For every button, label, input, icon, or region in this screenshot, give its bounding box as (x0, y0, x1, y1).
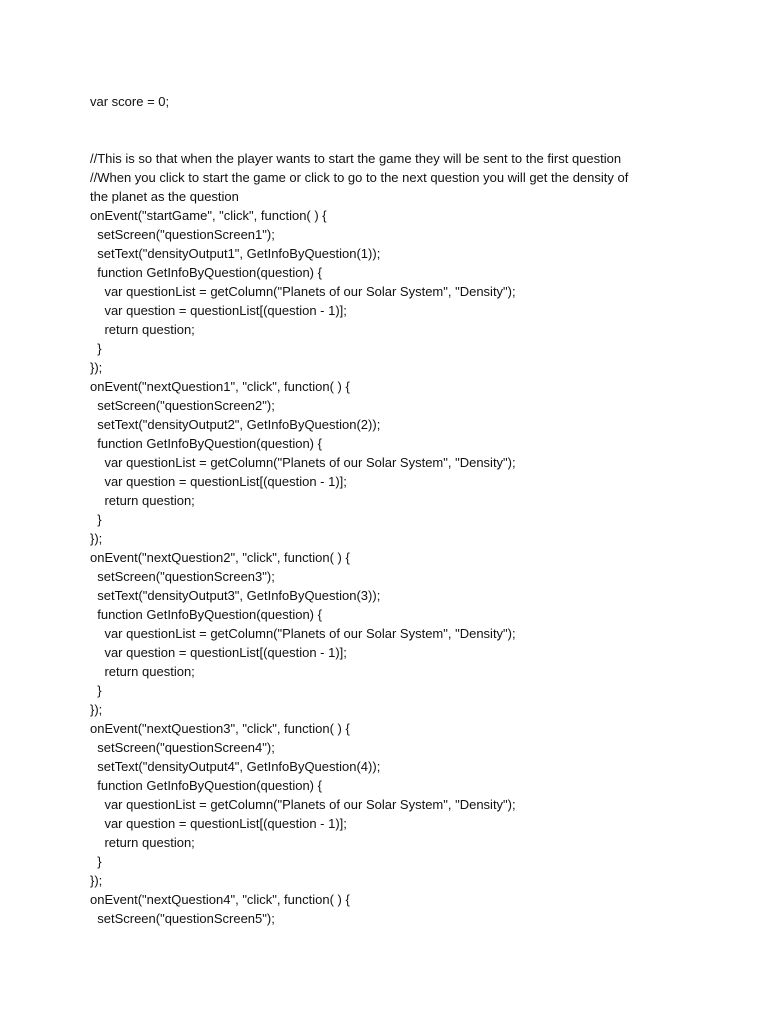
code-line: }); (90, 873, 103, 888)
code-line: var question = questionList[(question - 1)]; (90, 816, 347, 831)
document-page (90, 92, 690, 928)
code-line: } (90, 341, 102, 356)
code-line: }); (90, 702, 103, 717)
code-line: setText("densityOutput3", GetInfoByQuestion(3)); (90, 588, 381, 603)
code-line: var questionList = getColumn("Planets of our Solar System", "Density"); (90, 797, 516, 812)
code-line: the planet as the question (90, 189, 239, 204)
code-line: return question; (90, 322, 195, 337)
blank-line (90, 130, 690, 149)
code-line: } (90, 854, 102, 869)
blank-line (90, 111, 690, 130)
code-line: function GetInfoByQuestion(question) { (90, 607, 322, 622)
code-line: setText("densityOutput1", GetInfoByQuestion(1)); (90, 246, 381, 261)
code-line: onEvent("startGame", "click", function( ) { (90, 208, 327, 223)
code-line: setScreen("questionScreen5"); (90, 911, 275, 926)
code-line: } (90, 512, 102, 527)
code-line: }); (90, 531, 103, 546)
code-line: var question = questionList[(question - 1)]; (90, 303, 347, 318)
code-line: setText("densityOutput4", GetInfoByQuestion(4)); (90, 759, 381, 774)
code-line: return question; (90, 835, 195, 850)
code-line: setScreen("questionScreen2"); (90, 398, 275, 413)
code-line: function GetInfoByQuestion(question) { (90, 265, 322, 280)
code-line: } (90, 683, 102, 698)
code-line-score: var score = 0; (90, 94, 170, 109)
code-line: onEvent("nextQuestion4", "click", function( ) { (90, 892, 350, 907)
code-line: var questionList = getColumn("Planets of our Solar System", "Density"); (90, 284, 516, 299)
code-line: setScreen("questionScreen4"); (90, 740, 275, 755)
code-line: var question = questionList[(question - 1)]; (90, 474, 347, 489)
code-line: var question = questionList[(question - 1)]; (90, 645, 347, 660)
code-line: function GetInfoByQuestion(question) { (90, 778, 322, 793)
code-block (90, 149, 690, 928)
code-line: //This is so that when the player wants to start the game they will be sent to the first question (90, 151, 622, 166)
code-line: return question; (90, 493, 195, 508)
code-line: setScreen("questionScreen1"); (90, 227, 275, 242)
code-line: onEvent("nextQuestion1", "click", function( ) { (90, 379, 350, 394)
code-line: return question; (90, 664, 195, 679)
code-line: var questionList = getColumn("Planets of our Solar System", "Density"); (90, 455, 516, 470)
code-line: }); (90, 360, 103, 375)
code-line: onEvent("nextQuestion2", "click", function( ) { (90, 550, 350, 565)
code-line: function GetInfoByQuestion(question) { (90, 436, 322, 451)
code-line: setText("densityOutput2", GetInfoByQuestion(2)); (90, 417, 381, 432)
code-line: //When you click to start the game or click to go to the next question you will get the density of (90, 170, 629, 185)
code-line: setScreen("questionScreen3"); (90, 569, 275, 584)
code-line: onEvent("nextQuestion3", "click", function( ) { (90, 721, 350, 736)
code-line: var questionList = getColumn("Planets of our Solar System", "Density"); (90, 626, 516, 641)
